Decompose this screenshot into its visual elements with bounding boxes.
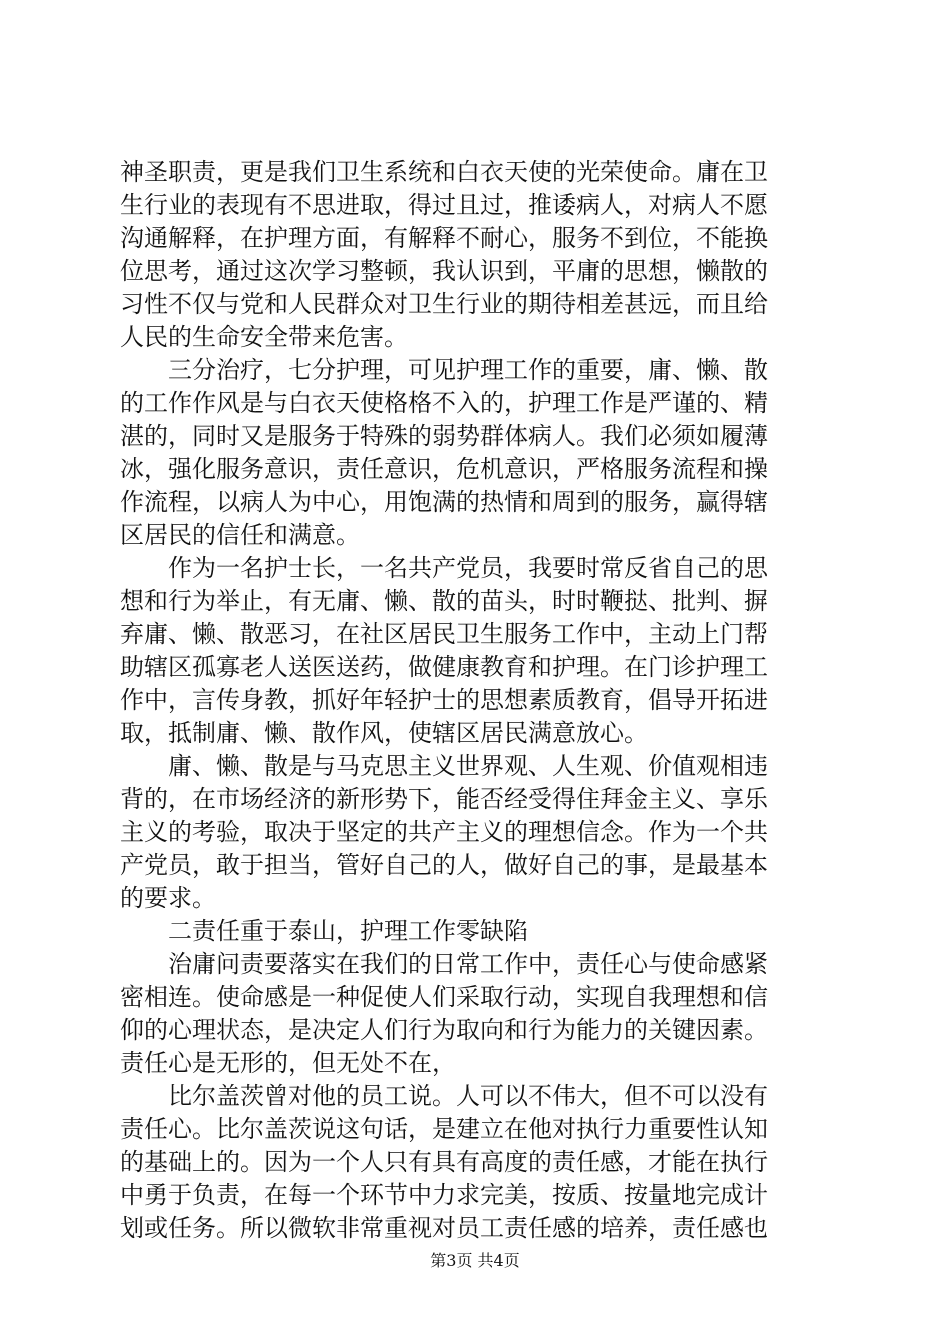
text-line: 湛的，同时又是服务于特殊的弱势群体病人。我们必须如履薄: [120, 422, 768, 450]
text-line: 沟通解释，在护理方面，有解释不耐心，服务不到位，不能换: [120, 224, 768, 252]
text-line: 作流程，以病人为中心，用饱满的热情和周到的服务，赢得辖: [120, 488, 768, 516]
text-line: 二责任重于泰山，护理工作零缺陷: [168, 917, 528, 945]
text-line: 背的，在市场经济的新形势下，能否经受得住拜金主义、享乐: [120, 785, 768, 813]
text-line: 中勇于负责，在每一个环节中力求完美，按质、按量地完成计: [120, 1181, 768, 1209]
text-line: 产党员，敢于担当，管好自己的人，做好自己的事，是最基本: [120, 851, 768, 879]
text-line: 助辖区孤寡老人送医送药，做健康教育和护理。在门诊护理工: [120, 653, 768, 681]
text-line: 人民的生命安全带来危害。: [120, 323, 408, 351]
text-line: 责任心是无形的，但无处不在，: [120, 1049, 456, 1077]
text-line: 弃庸、懒、散恶习，在社区居民卫生服务工作中，主动上门帮: [120, 620, 768, 648]
page-footer: 第3页 共4页: [430, 1251, 520, 1270]
text-line: 仰的心理状态，是决定人们行为取向和行为能力的关键因素。: [120, 1016, 768, 1044]
text-line: 划或任务。所以微软非常重视对员工责任感的培养，责任感也: [120, 1214, 768, 1242]
text-line: 主义的考验，取决于坚定的共产主义的理想信念。作为一个共: [120, 818, 768, 846]
text-line: 三分治疗，七分护理，可见护理工作的重要，庸、懒、散: [168, 356, 768, 384]
text-line: 作为一名护士长，一名共产党员，我要时常反省自己的思: [168, 554, 768, 582]
text-line: 庸、懒、散是与马克思主义世界观、人生观、价值观相违: [168, 752, 768, 780]
text-line: 冰，强化服务意识，责任意识，危机意识，严格服务流程和操: [120, 455, 768, 483]
text-line: 取，抵制庸、懒、散作风，使辖区居民满意放心。: [120, 719, 648, 747]
text-line: 习性不仅与党和人民群众对卫生行业的期待相差甚远，而且给: [120, 290, 768, 318]
document-body: [120, 156, 834, 1245]
text-line: 的要求。: [120, 884, 216, 912]
text-line: 区居民的信任和满意。: [120, 521, 360, 549]
text-line: 作中，言传身教，抓好年轻护士的思想素质教育，倡导开拓进: [120, 686, 768, 714]
text-line: 想和行为举止，有无庸、懒、散的苗头，时时鞭挞、批判、摒: [120, 587, 768, 615]
text-line: 比尔盖茨曾对他的员工说。人可以不伟大，但不可以没有: [168, 1082, 768, 1110]
text-line: 的工作作风是与白衣天使格格不入的，护理工作是严谨的、精: [120, 389, 768, 417]
text-line: 神圣职责，更是我们卫生系统和白衣天使的光荣使命。庸在卫: [120, 158, 768, 186]
text-line: 密相连。使命感是一种促使人们采取行动，实现自我理想和信: [120, 983, 768, 1011]
text-line: 治庸问责要落实在我们的日常工作中，责任心与使命感紧: [168, 950, 768, 978]
text-line: 位思考，通过这次学习整顿，我认识到，平庸的思想，懒散的: [120, 257, 768, 285]
text-line: 生行业的表现有不思进取，得过且过，推诿病人，对病人不愿: [120, 191, 768, 219]
text-line: 责任心。比尔盖茨说这句话，是建立在他对执行力重要性认知: [120, 1115, 768, 1143]
text-line: 的基础上的。因为一个人只有具有高度的责任感，才能在执行: [120, 1148, 768, 1176]
